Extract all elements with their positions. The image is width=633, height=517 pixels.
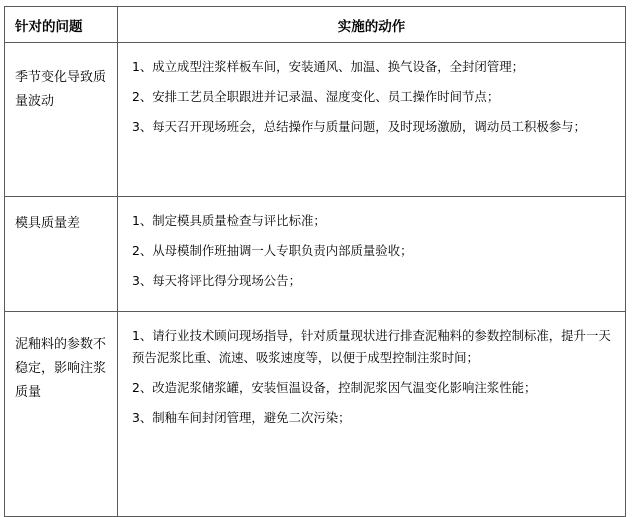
action-item: 3、每天召开现场班会，总结操作与质量问题，及时现场激励，调动员工积极参与； bbox=[132, 119, 586, 134]
actions-cell bbox=[118, 197, 626, 312]
action-item: 1、请行业技术顾问现场指导，针对质量现状进行排查泥釉料的参数控制标准，提升一天预告泥浆比重、流速、吸浆速度等，以便于成型控制注浆时间； bbox=[132, 328, 611, 365]
header-issue: 针对的问题 bbox=[5, 7, 118, 43]
action-item: 2、改造泥浆储浆罐，安装恒温设备，控制泥浆因气温变化影响注浆性能； bbox=[132, 380, 537, 395]
issue-cell: 季节变化导致质量波动 bbox=[5, 43, 118, 197]
issue-cell: 泥釉料的参数不稳定，影响注浆质量 bbox=[5, 312, 118, 517]
table-row bbox=[5, 197, 626, 312]
header-row bbox=[5, 7, 626, 43]
actions-cell bbox=[118, 312, 626, 517]
measures-table bbox=[4, 6, 626, 517]
issue-cell: 模具质量差 bbox=[5, 197, 118, 312]
action-item: 1、成立成型注浆样板车间，安装通风、加温、换气设备，全封闭管理； bbox=[132, 59, 524, 74]
action-item: 3、每天将评比得分现场公告； bbox=[132, 273, 301, 288]
table-row bbox=[5, 312, 626, 517]
table-row bbox=[5, 43, 626, 197]
header-actions: 实施的动作 bbox=[118, 7, 626, 43]
actions-cell bbox=[118, 43, 626, 197]
action-item: 1、制定模具质量检查与评比标准； bbox=[132, 213, 326, 228]
action-item: 2、安排工艺员全职跟进并记录温、湿度变化、员工操作时间节点； bbox=[132, 89, 500, 104]
action-item: 3、制釉车间封闭管理，避免二次污染； bbox=[132, 410, 351, 425]
action-item: 2、从母模制作班抽调一人专职负责内部质量验收； bbox=[132, 243, 413, 258]
